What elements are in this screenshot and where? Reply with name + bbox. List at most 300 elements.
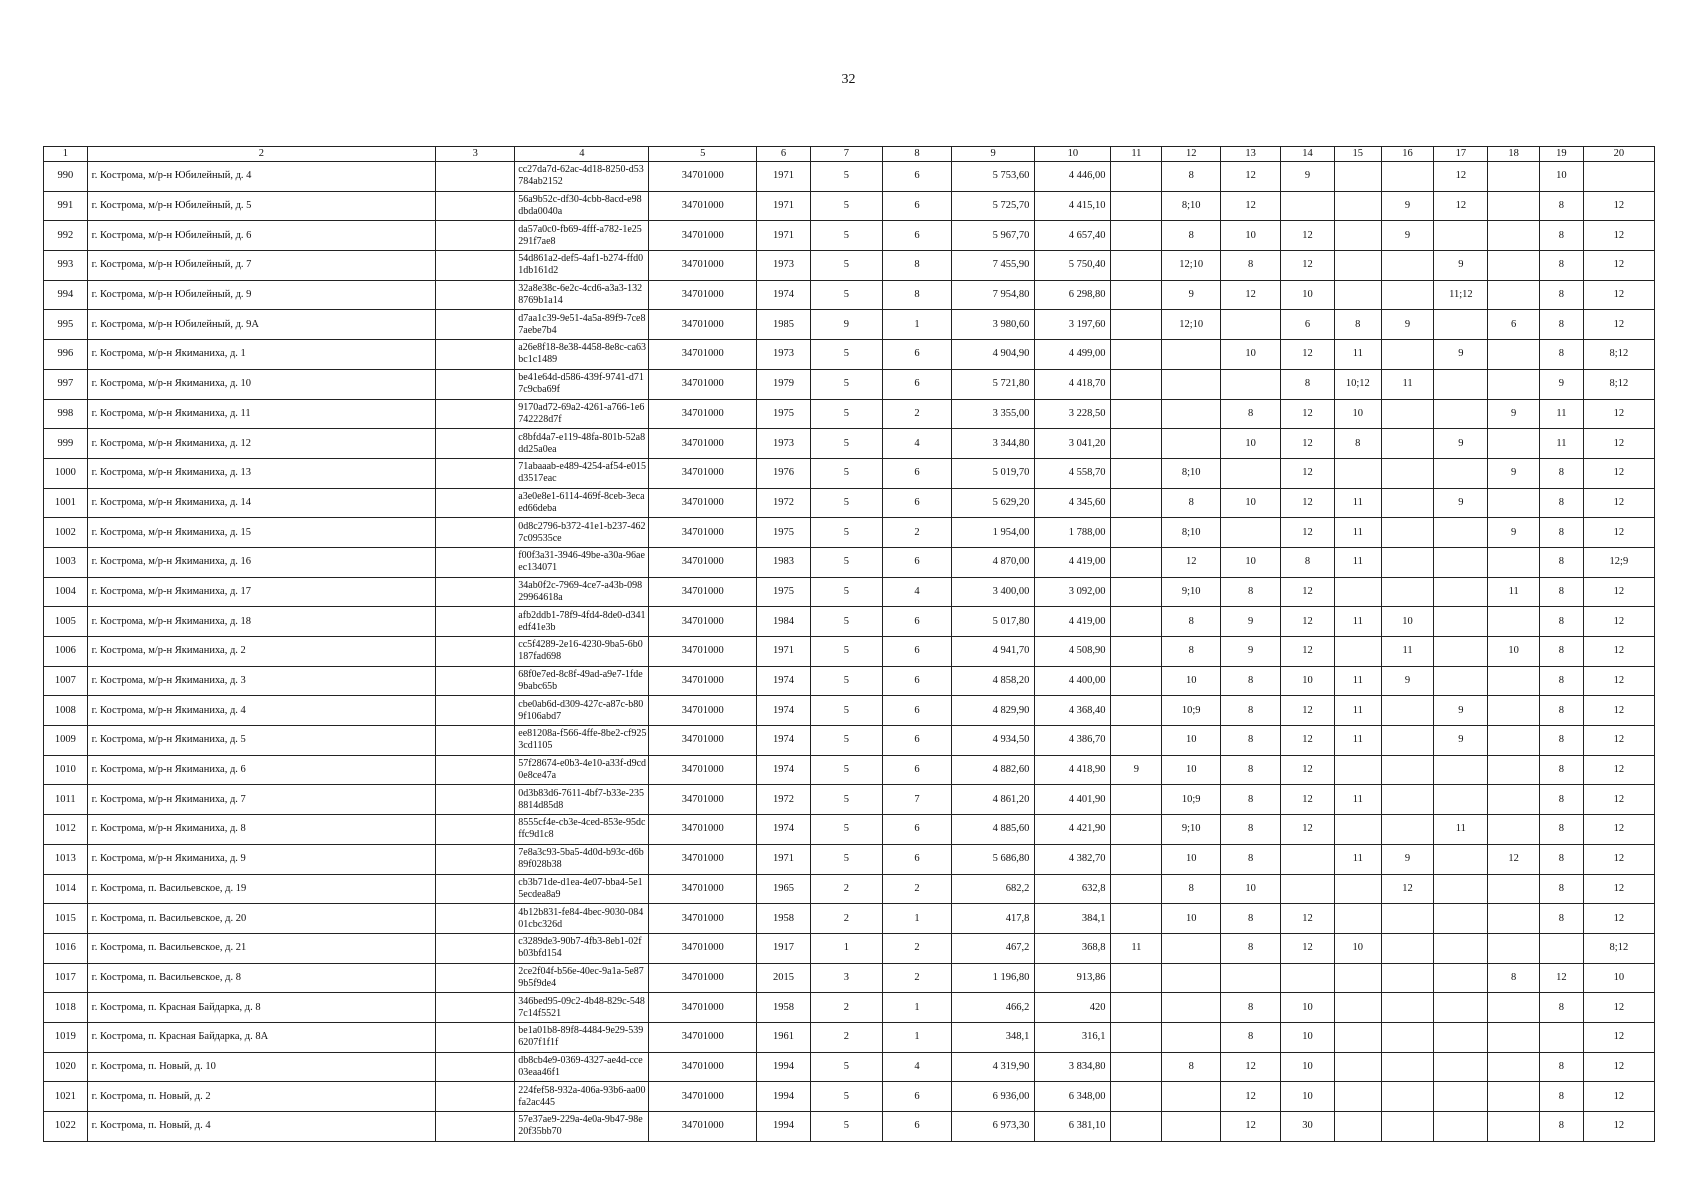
cell-address: г. Кострома, м/р-н Якиманиха, д. 15 <box>87 518 435 548</box>
cell-living-area: 4 382,70 <box>1035 844 1111 874</box>
cell-guid: 9170ad72-69a2-4261-a766-1e6742228d7f <box>515 399 649 429</box>
cell-col-16 <box>1381 1112 1434 1142</box>
cell-col-15 <box>1334 1082 1381 1112</box>
cell-col-19: 8 <box>1540 488 1584 518</box>
cell-row-number: 1019 <box>44 1022 88 1052</box>
cell-col-3 <box>436 844 515 874</box>
cell-col-11 <box>1111 874 1162 904</box>
table-row <box>44 369 1655 399</box>
cell-col-16 <box>1381 696 1434 726</box>
cell-col-3 <box>436 369 515 399</box>
cell-col-15: 11 <box>1334 340 1381 370</box>
cell-row-number: 1021 <box>44 1082 88 1112</box>
cell-col-11 <box>1111 696 1162 726</box>
cell-row-number: 996 <box>44 340 88 370</box>
cell-oktmo: 34701000 <box>649 874 757 904</box>
cell-living-area: 6 348,00 <box>1035 1082 1111 1112</box>
cell-col-16 <box>1381 458 1434 488</box>
cell-col-16 <box>1381 933 1434 963</box>
cell-guid: be41e64d-d586-439f-9741-d717c9cba69f <box>515 369 649 399</box>
cell-oktmo: 34701000 <box>649 547 757 577</box>
column-header-19: 19 <box>1540 147 1584 162</box>
cell-col-13: 12 <box>1221 162 1281 192</box>
cell-year-built: 1972 <box>757 785 811 815</box>
cell-col-20: 12 <box>1583 399 1654 429</box>
cell-col-17 <box>1434 666 1488 696</box>
cell-col-20: 12 <box>1583 577 1654 607</box>
cell-col-17 <box>1434 458 1488 488</box>
cell-col-18 <box>1488 993 1540 1023</box>
cell-col-11 <box>1111 310 1162 340</box>
cell-col-15 <box>1334 191 1381 221</box>
cell-living-area: 3 092,00 <box>1035 577 1111 607</box>
cell-oktmo: 34701000 <box>649 429 757 459</box>
cell-col-13: 8 <box>1221 933 1281 963</box>
cell-entrances: 4 <box>882 577 951 607</box>
cell-entrances: 7 <box>882 785 951 815</box>
cell-year-built: 1975 <box>757 577 811 607</box>
page-number: 32 <box>841 72 856 87</box>
cell-row-number: 1005 <box>44 607 88 637</box>
column-header-12: 12 <box>1162 147 1221 162</box>
cell-col-11 <box>1111 399 1162 429</box>
cell-col-16: 11 <box>1381 369 1434 399</box>
cell-guid: 4b12b831-fe84-4bec-9030-08401cbc326d <box>515 904 649 934</box>
cell-col-16 <box>1381 815 1434 845</box>
cell-col-18: 12 <box>1488 844 1540 874</box>
cell-col-18 <box>1488 815 1540 845</box>
cell-year-built: 1975 <box>757 518 811 548</box>
cell-col-15 <box>1334 251 1381 281</box>
cell-col-18 <box>1488 607 1540 637</box>
cell-guid: a3e0e8e1-6114-469f-8ceb-3ecaed66deba <box>515 488 649 518</box>
cell-guid: 346bed95-09c2-4b48-829c-5487c14f5521 <box>515 993 649 1023</box>
cell-col-3 <box>436 518 515 548</box>
cell-guid: 71abaaab-e489-4254-af54-e015d3517eac <box>515 458 649 488</box>
cell-col-18 <box>1488 1112 1540 1142</box>
cell-oktmo: 34701000 <box>649 369 757 399</box>
cell-col-17 <box>1434 221 1488 251</box>
cell-col-16: 9 <box>1381 310 1434 340</box>
cell-row-number: 1012 <box>44 815 88 845</box>
cell-floors: 5 <box>810 666 882 696</box>
cell-col-11 <box>1111 993 1162 1023</box>
cell-col-19: 8 <box>1540 755 1584 785</box>
cell-col-20: 12 <box>1583 1052 1654 1082</box>
cell-col-15 <box>1334 637 1381 667</box>
cell-col-14: 10 <box>1281 1052 1335 1082</box>
cell-col-19: 9 <box>1540 369 1584 399</box>
cell-col-14: 12 <box>1281 251 1335 281</box>
cell-col-15: 8 <box>1334 310 1381 340</box>
cell-oktmo: 34701000 <box>649 666 757 696</box>
cell-guid: cbe0ab6d-d309-427c-a87c-b809f106abd7 <box>515 696 649 726</box>
cell-col-18: 10 <box>1488 637 1540 667</box>
cell-floors: 5 <box>810 726 882 756</box>
cell-address: г. Кострома, п. Красная Байдарка, д. 8А <box>87 1022 435 1052</box>
cell-col-3 <box>436 399 515 429</box>
cell-col-12: 9 <box>1162 280 1221 310</box>
cell-col-19 <box>1540 933 1584 963</box>
cell-col-11 <box>1111 607 1162 637</box>
cell-entrances: 2 <box>882 874 951 904</box>
cell-oktmo: 34701000 <box>649 488 757 518</box>
cell-address: г. Кострома, м/р-н Юбилейный, д. 5 <box>87 191 435 221</box>
cell-col-15: 8 <box>1334 429 1381 459</box>
cell-col-20: 12 <box>1583 874 1654 904</box>
cell-col-11 <box>1111 637 1162 667</box>
cell-col-12: 9;10 <box>1162 815 1221 845</box>
cell-floors: 5 <box>810 429 882 459</box>
cell-entrances: 6 <box>882 815 951 845</box>
cell-guid: 34ab0f2c-7969-4ce7-a43b-09829964618a <box>515 577 649 607</box>
cell-col-16 <box>1381 993 1434 1023</box>
cell-year-built: 1974 <box>757 726 811 756</box>
table-row <box>44 488 1655 518</box>
cell-living-area: 3 041,20 <box>1035 429 1111 459</box>
cell-entrances: 6 <box>882 755 951 785</box>
column-header-20: 20 <box>1583 147 1654 162</box>
cell-living-area: 384,1 <box>1035 904 1111 934</box>
cell-col-12 <box>1162 1112 1221 1142</box>
cell-col-19: 11 <box>1540 399 1584 429</box>
cell-col-17: 9 <box>1434 488 1488 518</box>
cell-col-14: 12 <box>1281 488 1335 518</box>
cell-col-17 <box>1434 547 1488 577</box>
cell-row-number: 1007 <box>44 666 88 696</box>
cell-col-12: 10;9 <box>1162 785 1221 815</box>
cell-year-built: 1917 <box>757 933 811 963</box>
cell-col-13: 10 <box>1221 340 1281 370</box>
cell-col-17: 9 <box>1434 251 1488 281</box>
cell-year-built: 1979 <box>757 369 811 399</box>
cell-col-12: 10 <box>1162 726 1221 756</box>
cell-col-16: 9 <box>1381 844 1434 874</box>
cell-total-area: 4 829,90 <box>952 696 1035 726</box>
cell-oktmo: 34701000 <box>649 251 757 281</box>
cell-guid: 54d861a2-def5-4af1-b274-ffd01db161d2 <box>515 251 649 281</box>
cell-oktmo: 34701000 <box>649 933 757 963</box>
cell-living-area: 913,86 <box>1035 963 1111 993</box>
cell-col-14: 10 <box>1281 993 1335 1023</box>
table-row <box>44 1022 1655 1052</box>
cell-year-built: 1994 <box>757 1052 811 1082</box>
cell-total-area: 3 355,00 <box>952 399 1035 429</box>
cell-address: г. Кострома, п. Васильевское, д. 8 <box>87 963 435 993</box>
cell-col-14: 12 <box>1281 785 1335 815</box>
cell-col-15: 11 <box>1334 696 1381 726</box>
cell-col-11 <box>1111 340 1162 370</box>
cell-year-built: 1961 <box>757 1022 811 1052</box>
cell-row-number: 995 <box>44 310 88 340</box>
table-row <box>44 933 1655 963</box>
cell-col-16 <box>1381 340 1434 370</box>
cell-col-18: 8 <box>1488 963 1540 993</box>
cell-year-built: 1971 <box>757 191 811 221</box>
table-row <box>44 458 1655 488</box>
cell-col-11 <box>1111 815 1162 845</box>
cell-col-20: 12 <box>1583 755 1654 785</box>
column-header-10: 10 <box>1035 147 1111 162</box>
cell-col-14: 30 <box>1281 1112 1335 1142</box>
cell-oktmo: 34701000 <box>649 815 757 845</box>
cell-floors: 5 <box>810 162 882 192</box>
cell-year-built: 1976 <box>757 458 811 488</box>
cell-col-14: 8 <box>1281 547 1335 577</box>
cell-col-17: 9 <box>1434 696 1488 726</box>
cell-col-13: 8 <box>1221 251 1281 281</box>
cell-col-12 <box>1162 399 1221 429</box>
cell-entrances: 6 <box>882 607 951 637</box>
cell-col-17 <box>1434 577 1488 607</box>
cell-total-area: 4 904,90 <box>952 340 1035 370</box>
cell-col-11 <box>1111 1052 1162 1082</box>
cell-row-number: 1013 <box>44 844 88 874</box>
cell-guid: 224fef58-932a-406a-93b6-aa00fa2ac445 <box>515 1082 649 1112</box>
cell-col-16 <box>1381 518 1434 548</box>
cell-col-19: 12 <box>1540 963 1584 993</box>
cell-col-16: 9 <box>1381 666 1434 696</box>
cell-col-15: 11 <box>1334 607 1381 637</box>
column-header-14: 14 <box>1281 147 1335 162</box>
table-row <box>44 637 1655 667</box>
cell-address: г. Кострома, м/р-н Юбилейный, д. 4 <box>87 162 435 192</box>
cell-oktmo: 34701000 <box>649 904 757 934</box>
cell-col-20: 12 <box>1583 607 1654 637</box>
cell-col-11 <box>1111 488 1162 518</box>
table-row <box>44 815 1655 845</box>
cell-address: г. Кострома, п. Васильевское, д. 19 <box>87 874 435 904</box>
cell-col-15: 10;12 <box>1334 369 1381 399</box>
cell-col-12 <box>1162 963 1221 993</box>
column-header-16: 16 <box>1381 147 1434 162</box>
cell-col-15: 10 <box>1334 933 1381 963</box>
cell-col-14: 12 <box>1281 696 1335 726</box>
table-row <box>44 755 1655 785</box>
cell-col-19: 8 <box>1540 1052 1584 1082</box>
cell-col-20: 12 <box>1583 310 1654 340</box>
cell-col-19: 8 <box>1540 785 1584 815</box>
cell-col-13: 8 <box>1221 785 1281 815</box>
cell-col-15 <box>1334 874 1381 904</box>
cell-col-19: 8 <box>1540 844 1584 874</box>
cell-oktmo: 34701000 <box>649 963 757 993</box>
cell-year-built: 1965 <box>757 874 811 904</box>
cell-col-14: 12 <box>1281 577 1335 607</box>
cell-col-11: 11 <box>1111 933 1162 963</box>
cell-row-number: 1004 <box>44 577 88 607</box>
cell-col-16: 9 <box>1381 221 1434 251</box>
cell-floors: 5 <box>810 1052 882 1082</box>
cell-col-19: 8 <box>1540 993 1584 1023</box>
cell-address: г. Кострома, п. Васильевское, д. 20 <box>87 904 435 934</box>
register-table <box>43 146 1655 1142</box>
cell-year-built: 1984 <box>757 607 811 637</box>
cell-col-12 <box>1162 340 1221 370</box>
cell-entrances: 6 <box>882 666 951 696</box>
cell-floors: 5 <box>810 844 882 874</box>
cell-col-12 <box>1162 993 1221 1023</box>
cell-entrances: 8 <box>882 280 951 310</box>
cell-year-built: 1983 <box>757 547 811 577</box>
cell-year-built: 1974 <box>757 696 811 726</box>
cell-year-built: 1971 <box>757 637 811 667</box>
cell-floors: 5 <box>810 458 882 488</box>
cell-col-13 <box>1221 458 1281 488</box>
cell-address: г. Кострома, м/р-н Якиманиха, д. 9 <box>87 844 435 874</box>
table-row <box>44 518 1655 548</box>
cell-col-20: 12 <box>1583 280 1654 310</box>
cell-entrances: 6 <box>882 1112 951 1142</box>
cell-floors: 5 <box>810 399 882 429</box>
cell-oktmo: 34701000 <box>649 1082 757 1112</box>
cell-col-16 <box>1381 577 1434 607</box>
cell-oktmo: 34701000 <box>649 637 757 667</box>
cell-col-3 <box>436 1052 515 1082</box>
cell-address: г. Кострома, п. Новый, д. 2 <box>87 1082 435 1112</box>
cell-col-17: 11;12 <box>1434 280 1488 310</box>
cell-col-19: 8 <box>1540 815 1584 845</box>
cell-col-17 <box>1434 933 1488 963</box>
cell-total-area: 682,2 <box>952 874 1035 904</box>
column-header-2: 2 <box>87 147 435 162</box>
cell-row-number: 1017 <box>44 963 88 993</box>
cell-col-15: 11 <box>1334 518 1381 548</box>
cell-col-11 <box>1111 162 1162 192</box>
cell-col-12 <box>1162 1082 1221 1112</box>
cell-col-14: 12 <box>1281 340 1335 370</box>
cell-row-number: 1002 <box>44 518 88 548</box>
column-header-18: 18 <box>1488 147 1540 162</box>
cell-col-13: 8 <box>1221 1022 1281 1052</box>
cell-col-20: 12 <box>1583 993 1654 1023</box>
cell-oktmo: 34701000 <box>649 340 757 370</box>
cell-col-19: 8 <box>1540 280 1584 310</box>
cell-col-20: 12 <box>1583 458 1654 488</box>
cell-col-17 <box>1434 637 1488 667</box>
cell-living-area: 4 386,70 <box>1035 726 1111 756</box>
cell-col-3 <box>436 666 515 696</box>
cell-floors: 5 <box>810 755 882 785</box>
cell-col-14: 10 <box>1281 1022 1335 1052</box>
cell-col-11 <box>1111 547 1162 577</box>
cell-col-18 <box>1488 666 1540 696</box>
cell-col-11 <box>1111 963 1162 993</box>
cell-guid: ee81208a-f566-4ffe-8be2-cf9253cd1105 <box>515 726 649 756</box>
cell-col-17: 12 <box>1434 162 1488 192</box>
cell-guid: db8cb4e9-0369-4327-ae4d-cce03eaa46f1 <box>515 1052 649 1082</box>
cell-oktmo: 34701000 <box>649 607 757 637</box>
cell-col-19: 8 <box>1540 547 1584 577</box>
cell-total-area: 5 629,20 <box>952 488 1035 518</box>
cell-col-20: 12 <box>1583 726 1654 756</box>
column-header-17: 17 <box>1434 147 1488 162</box>
table-row <box>44 429 1655 459</box>
cell-floors: 5 <box>810 221 882 251</box>
cell-living-area: 316,1 <box>1035 1022 1111 1052</box>
cell-col-14: 10 <box>1281 1082 1335 1112</box>
cell-col-13: 8 <box>1221 815 1281 845</box>
cell-col-20: 12 <box>1583 191 1654 221</box>
cell-col-14: 12 <box>1281 637 1335 667</box>
cell-col-3 <box>436 815 515 845</box>
column-header-9: 9 <box>952 147 1035 162</box>
cell-oktmo: 34701000 <box>649 280 757 310</box>
cell-living-area: 4 415,10 <box>1035 191 1111 221</box>
table-row <box>44 1082 1655 1112</box>
cell-col-18 <box>1488 726 1540 756</box>
cell-col-19: 8 <box>1540 191 1584 221</box>
cell-col-17 <box>1434 310 1488 340</box>
cell-col-13: 8 <box>1221 993 1281 1023</box>
cell-living-area: 4 345,60 <box>1035 488 1111 518</box>
cell-col-17 <box>1434 1082 1488 1112</box>
cell-total-area: 466,2 <box>952 993 1035 1023</box>
cell-col-13: 12 <box>1221 280 1281 310</box>
cell-col-14: 12 <box>1281 607 1335 637</box>
cell-col-15: 10 <box>1334 399 1381 429</box>
cell-col-16: 10 <box>1381 607 1434 637</box>
cell-col-15: 11 <box>1334 488 1381 518</box>
cell-row-number: 993 <box>44 251 88 281</box>
cell-col-19: 11 <box>1540 429 1584 459</box>
cell-col-18 <box>1488 369 1540 399</box>
cell-living-area: 3 834,80 <box>1035 1052 1111 1082</box>
cell-guid: da57a0c0-fb69-4fff-a782-1e25291f7ae8 <box>515 221 649 251</box>
cell-col-18 <box>1488 162 1540 192</box>
cell-col-16 <box>1381 963 1434 993</box>
cell-oktmo: 34701000 <box>649 1052 757 1082</box>
cell-col-19: 8 <box>1540 251 1584 281</box>
cell-year-built: 1994 <box>757 1082 811 1112</box>
cell-oktmo: 34701000 <box>649 518 757 548</box>
cell-entrances: 6 <box>882 726 951 756</box>
cell-col-16 <box>1381 1022 1434 1052</box>
cell-col-14: 12 <box>1281 815 1335 845</box>
cell-col-18: 9 <box>1488 518 1540 548</box>
cell-row-number: 1016 <box>44 933 88 963</box>
cell-total-area: 4 882,60 <box>952 755 1035 785</box>
cell-col-12: 10;9 <box>1162 696 1221 726</box>
cell-col-16 <box>1381 162 1434 192</box>
cell-col-13: 8 <box>1221 726 1281 756</box>
cell-col-18 <box>1488 904 1540 934</box>
cell-col-12: 8 <box>1162 162 1221 192</box>
cell-col-3 <box>436 726 515 756</box>
cell-col-12: 12;10 <box>1162 310 1221 340</box>
cell-guid: c3289de3-90b7-4fb3-8eb1-02fb03bfd154 <box>515 933 649 963</box>
cell-address: г. Кострома, м/р-н Якиманиха, д. 10 <box>87 369 435 399</box>
cell-col-17 <box>1434 904 1488 934</box>
cell-living-area: 420 <box>1035 993 1111 1023</box>
cell-row-number: 999 <box>44 429 88 459</box>
cell-living-area: 1 788,00 <box>1035 518 1111 548</box>
cell-col-18 <box>1488 1052 1540 1082</box>
cell-total-area: 4 941,70 <box>952 637 1035 667</box>
cell-col-16 <box>1381 1052 1434 1082</box>
cell-address: г. Кострома, м/р-н Якиманиха, д. 3 <box>87 666 435 696</box>
cell-entrances: 6 <box>882 547 951 577</box>
cell-address: г. Кострома, м/р-н Юбилейный, д. 6 <box>87 221 435 251</box>
cell-col-13: 8 <box>1221 904 1281 934</box>
cell-col-18 <box>1488 280 1540 310</box>
cell-col-19: 8 <box>1540 666 1584 696</box>
cell-col-13: 8 <box>1221 399 1281 429</box>
cell-floors: 5 <box>810 815 882 845</box>
cell-total-area: 4 885,60 <box>952 815 1035 845</box>
cell-address: г. Кострома, м/р-н Якиманиха, д. 17 <box>87 577 435 607</box>
cell-living-area: 4 401,90 <box>1035 785 1111 815</box>
